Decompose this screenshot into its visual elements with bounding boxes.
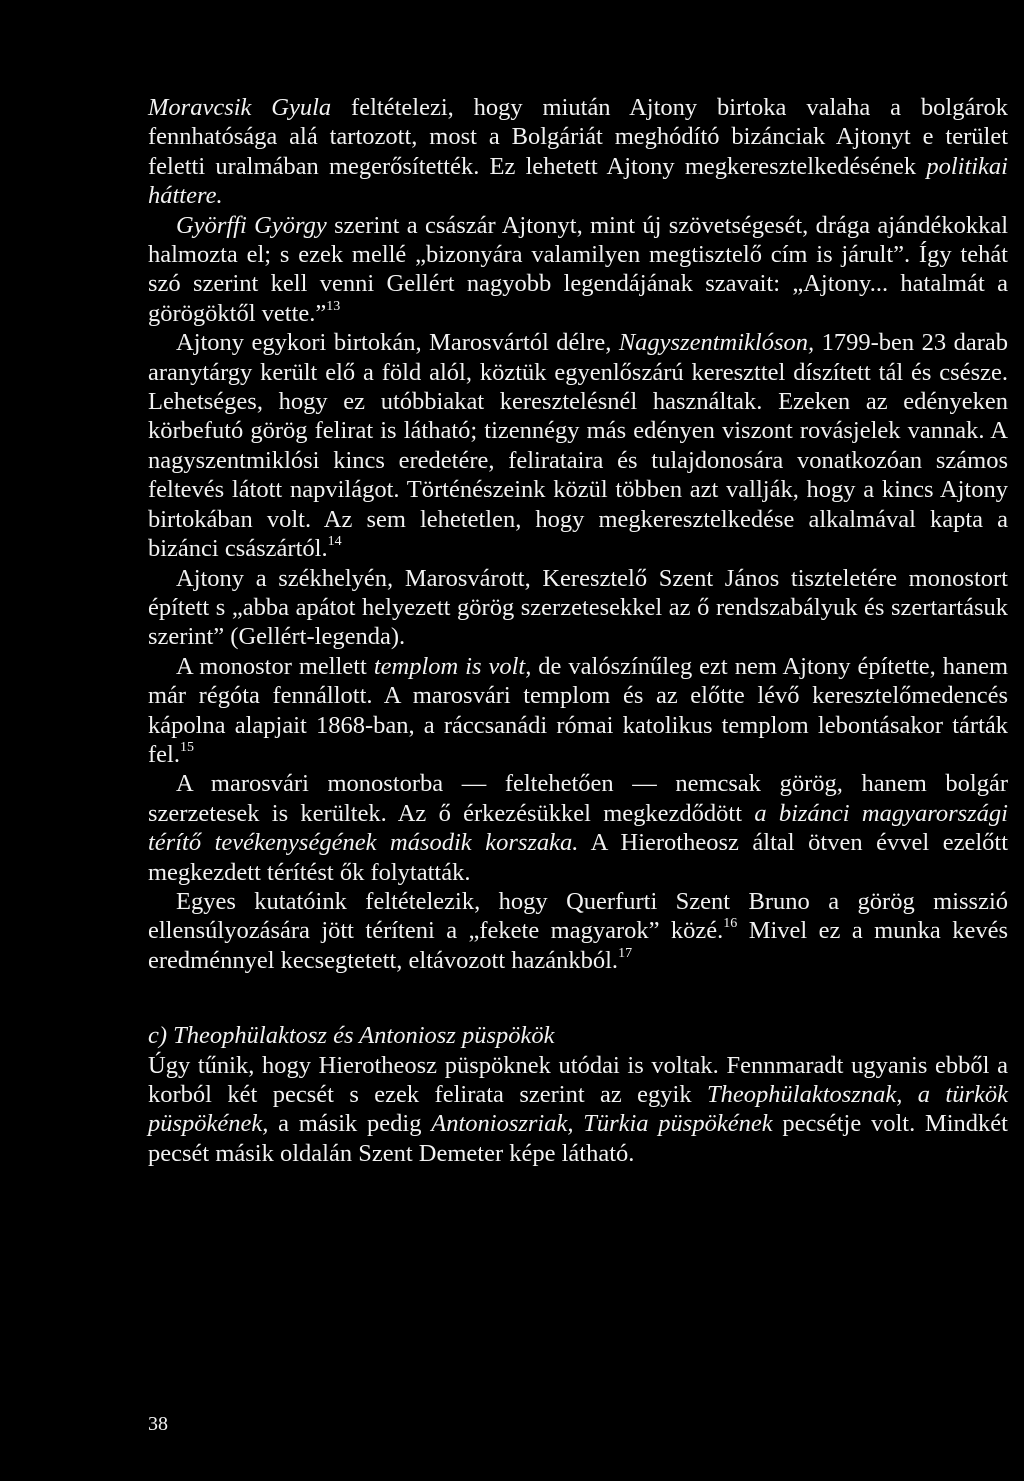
italic-text: Antonioszriak, Türkia püspökének <box>431 1110 773 1138</box>
body-text: A marosvári monostorba — feltehetően — nemcsak görög, hanem bolgár szerzetesek is kerültek. Az ő érkezésükkel megkezdődött <box>148 770 1008 827</box>
italic-text: politikai háttere. <box>148 152 1008 210</box>
body-text: A monostor mellett <box>176 652 374 680</box>
footnote-reference: 14 <box>327 533 342 549</box>
italic-text: Theophülaktosznak, a türkök püspökének, <box>148 1081 1008 1138</box>
body-text: A Hierotheosz által ötven évvel ezelőtt megkezdett térítést ők folytatták. <box>148 829 1008 886</box>
body-text: Mivel ez a munka kevés eredménnyel kecsegtetett, eltávozott hazánkból. <box>148 917 1008 974</box>
italic-text: Nagyszentmiklóson, <box>618 329 815 357</box>
paragraph <box>148 769 1008 887</box>
main-text <box>148 93 1008 975</box>
body-text: Egyes kutatóink feltételezik, hogy Querfurti Szent Bruno a görög misszió ellensúlyozására jött téríteni a „fekete magyarok” közé. <box>148 887 1008 945</box>
paragraph <box>148 93 1008 211</box>
section-heading: c) Theophülaktosz és Antoniosz püspökök <box>148 1022 555 1050</box>
body-text: a másik pedig <box>268 1110 432 1138</box>
body-text: Úgy tűnik, hogy Hierotheosz püspöknek utódai is voltak. Fennmaradt ugyanis ebből a korból két pecsét s ezek felirata szerint az egyik <box>148 1051 1008 1108</box>
italic-text: Moravcsik Gyula <box>148 94 332 121</box>
paragraph <box>148 1051 1008 1169</box>
footnote-reference: 16 <box>723 916 738 932</box>
paragraph <box>148 652 1008 770</box>
body-text: pecsétje volt. Mindkét pecsét másik oldalán Szent Demeter képe látható. <box>148 1110 1008 1167</box>
italic-text: a bizánci magyarországi térítő tevékenységének második korszaka. <box>148 799 1008 857</box>
body-text: Ajtony a székhelyén, Marosvárott, Keresztelő Szent János tiszteletére monostort épített s „abba apátot helyezett görög szerzetesekkel az ő rendszabályuk és szertartásuk szerint” (Gellért-legenda). <box>148 564 1008 651</box>
footnote-reference: 13 <box>326 298 341 314</box>
footnote-reference: 17 <box>618 945 633 961</box>
section-text <box>148 1051 1008 1169</box>
body-text: 1799-ben 23 darab aranytárgy került elő a föld alól, köztük egyenlőszárú kereszttel díszített tál és csésze. Lehetséges, hogy ez utóbbiakat keresztelésnél használtak. Ezeken az edényeken körbefutó görög felirat is látható; tizennégy más edényen viszont rovásjelek vannak. A nagyszentmiklósi kincs eredetére, felirataira és tulajdonosára vonatkozóan számos feltevés látott napvilágot. Történészeink közül többen azt vallják, hogy a kincs Ajtony birtokában volt. Az sem lehetetlen, hogy megkeresztelkedése alkalmával kapta a bizánci császártól. <box>148 329 1008 563</box>
body-text: Ajtony egykori birtokán, Marosvártól délre, <box>176 329 619 357</box>
body-text: feltételezi, hogy miután Ajtony birtoka valaha a bolgárok fennhatósága alá tartozott, most a Bolgáriát meghódító bizánciak Ajtonyt e terület feletti uralmában megerősítették. Ez lehetett Ajtony megkeresztelkedésének <box>148 94 1008 180</box>
italic-text: Györffi György <box>176 211 327 239</box>
page-number: 38 <box>148 1413 168 1435</box>
body-text: de valószínűleg ezt nem Ajtony építette, hanem már régóta fennállott. A marosvári templom és az előtte lévő keresztelőmedencés kápolna alapjait 1868-ban, a ráccsanádi római katolikus templom lebontásakor tárták fel. <box>148 652 1008 768</box>
body-text: szerint a császár Ajtonyt, mint új szövetségesét, drága ajándékokkal halmozta el; s ezek mellé „bizonyára valamilyen megtisztelő cím is járult”. Így tehát szó szerint kell venni Gellért nagyobb legendájának szavait: „Ajtony... hatalmát a görögöktől vette.” <box>148 211 1008 327</box>
footnote-reference: 15 <box>179 739 194 755</box>
paragraph <box>148 328 1008 563</box>
paragraph <box>148 211 1008 329</box>
page-body <box>148 93 1008 1168</box>
paragraph <box>148 887 1008 975</box>
paragraph <box>148 564 1008 652</box>
italic-text: templom is volt, <box>373 652 532 680</box>
